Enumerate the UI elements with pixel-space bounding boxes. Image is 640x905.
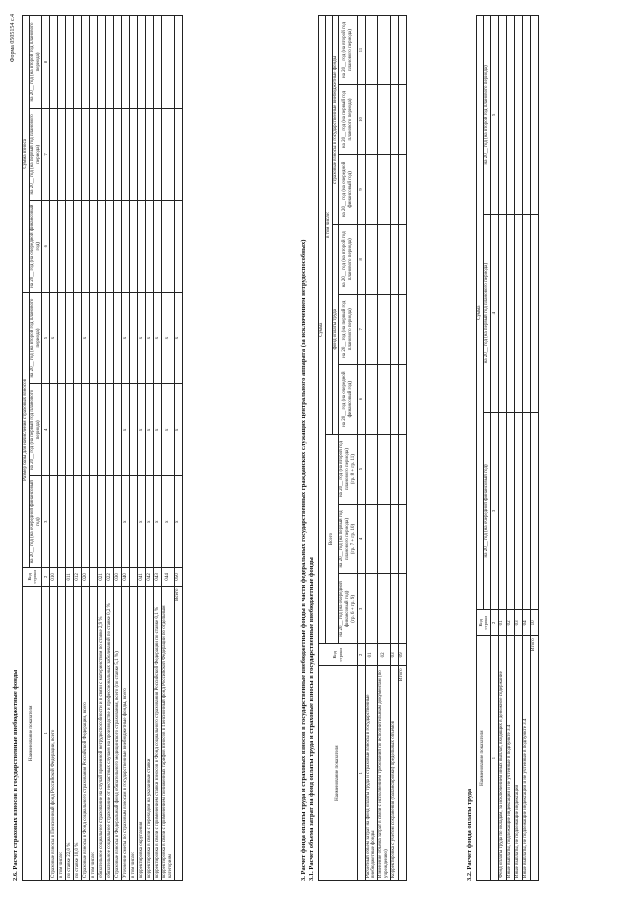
value-cell bbox=[66, 292, 74, 384]
value-cell bbox=[378, 154, 391, 224]
value-cell bbox=[398, 434, 406, 504]
col-number: 3 bbox=[490, 412, 498, 610]
value-cell bbox=[122, 108, 130, 200]
cross-mark: x bbox=[154, 384, 162, 476]
section-3-1-title: 3.1. Расчет объема затрат на фонд оплаты труда и страховые взносы в государственные внебюджетные фонды bbox=[308, 557, 315, 881]
value-cell bbox=[138, 200, 146, 292]
row-name: Страховые взносы в Фонд социального страхования Российской Федерации, всего bbox=[82, 586, 90, 880]
value-cell bbox=[522, 412, 530, 610]
value-cell bbox=[390, 434, 398, 504]
col-number: 5 bbox=[42, 292, 50, 384]
col-header-total: Всего bbox=[325, 434, 339, 644]
row-name: Изменение объема затрат в связи с исполнением требований по исполнительным документам (по учреждению) bbox=[378, 666, 391, 881]
col-number: 8 bbox=[42, 16, 50, 109]
section-3-2-title: 3.2. Расчет фонда оплаты труда bbox=[466, 788, 473, 881]
row-name: Иные выплаты, подлежащие индексации и не учтенные в подпункте 3.4 bbox=[506, 636, 514, 881]
col-header-period: на 20__ год (на второй год планового периода) bbox=[29, 16, 42, 109]
row-name: Страховые взносы в Федеральный фонд обязательного медицинского страхования, всего (по ставке 5,1 %) bbox=[114, 586, 122, 880]
value-cell bbox=[90, 292, 98, 384]
cross-mark: x bbox=[174, 476, 182, 568]
table-row bbox=[130, 16, 138, 881]
cross-mark: x bbox=[122, 292, 130, 384]
value-cell bbox=[66, 16, 74, 109]
col-number: 3 bbox=[42, 476, 50, 568]
value-cell bbox=[130, 16, 138, 109]
row-name: корректировка округления bbox=[138, 586, 146, 880]
row-name: Уточнение сметы по страховым взносам в государственные внебюджетные фонды, всего bbox=[122, 586, 130, 880]
col-header-period: на 20__ год (на очередной финансовый год) bbox=[29, 476, 42, 568]
value-cell bbox=[398, 364, 406, 434]
value-cell bbox=[74, 384, 82, 476]
col-number: 1 bbox=[42, 586, 50, 880]
value-cell bbox=[98, 108, 106, 200]
value-cell bbox=[398, 574, 406, 644]
table-row bbox=[162, 16, 175, 881]
col-header-sum: Сумма bbox=[319, 16, 326, 644]
value-cell bbox=[154, 16, 162, 109]
value-cell bbox=[58, 476, 66, 568]
value-cell bbox=[82, 384, 90, 476]
total-code: 09 bbox=[398, 644, 406, 666]
value-cell bbox=[50, 16, 58, 109]
value-cell bbox=[378, 574, 391, 644]
table-row bbox=[106, 16, 114, 881]
payroll-fund-table bbox=[318, 15, 407, 881]
payroll-calc-table bbox=[476, 15, 539, 881]
value-cell bbox=[174, 108, 182, 200]
value-cell bbox=[58, 16, 66, 109]
col-header-period: на 20__ год (на очередной финансовый год) bbox=[339, 154, 357, 224]
row-code: 010 bbox=[50, 568, 58, 586]
value-cell bbox=[114, 16, 122, 109]
table-row bbox=[522, 16, 530, 881]
col-number: 5 bbox=[490, 16, 498, 215]
table-row bbox=[390, 16, 398, 881]
value-cell bbox=[98, 476, 106, 568]
cross-mark: x bbox=[50, 292, 58, 384]
value-cell bbox=[50, 476, 58, 568]
value-cell bbox=[114, 200, 122, 292]
row-code: 02 bbox=[506, 610, 514, 636]
insurance-contributions-table bbox=[22, 15, 183, 881]
row-name: Расчетный объем затрат на фонд оплаты труда и страховые взносы в государственные внебюджетные фонды bbox=[365, 666, 378, 881]
value-cell bbox=[162, 108, 175, 200]
value-cell bbox=[106, 16, 114, 109]
row-code: 012 bbox=[74, 568, 82, 586]
total-code: 050 bbox=[174, 568, 182, 586]
value-cell bbox=[365, 294, 378, 364]
value-cell bbox=[114, 476, 122, 568]
value-cell bbox=[162, 16, 175, 109]
row-code: 021 bbox=[98, 568, 106, 586]
col-number: 9 bbox=[357, 154, 365, 224]
row-name: Иные выплаты, не подлежащие индексации bbox=[514, 636, 522, 881]
row-code: 03 bbox=[514, 610, 522, 636]
row-name: по ставке 10,0 % bbox=[74, 586, 82, 880]
value-cell bbox=[66, 384, 74, 476]
cross-mark: x bbox=[162, 384, 175, 476]
value-cell bbox=[365, 224, 378, 294]
value-cell bbox=[90, 476, 98, 568]
col-header-period: на 20__ год (на первый год планового периода) bbox=[483, 214, 490, 412]
value-cell bbox=[130, 200, 138, 292]
row-name: корректировка в связи с применением ставки взносов в Фонд социального страхования Российской Федерации по ставке 0,1 % bbox=[154, 586, 162, 880]
value-cell bbox=[114, 384, 122, 476]
value-cell bbox=[390, 364, 398, 434]
row-name: корректировка в связи с применением пониженных тарифов взносов в Пенсионный фонд Российской Федерации по отдельным категориям bbox=[162, 586, 175, 880]
row-code bbox=[90, 568, 98, 586]
value-cell bbox=[390, 224, 398, 294]
col-number: 5 bbox=[357, 434, 365, 504]
section-2-6-title: 2.6. Расчет страховых взносов в государственные внебюджетные фонды bbox=[12, 669, 19, 881]
col-header-period: на 20__ год (на первый год планового периода) bbox=[29, 108, 42, 200]
row-name: в том числе: bbox=[130, 586, 138, 880]
value-cell bbox=[498, 412, 506, 610]
value-cell bbox=[378, 224, 391, 294]
value-cell bbox=[58, 384, 66, 476]
row-name: в том числе: bbox=[90, 586, 98, 880]
row-code: 020 bbox=[82, 568, 90, 586]
value-cell bbox=[58, 200, 66, 292]
col-header-name: Наименование показателя bbox=[477, 636, 491, 881]
col-header-period: на 20__ год (на второй год планового периода) bbox=[29, 292, 42, 384]
row-code: 01 bbox=[498, 610, 506, 636]
col-number: 7 bbox=[357, 294, 365, 364]
value-cell bbox=[82, 108, 90, 200]
cross-mark: x bbox=[122, 476, 130, 568]
value-cell bbox=[514, 214, 522, 412]
value-cell bbox=[90, 384, 98, 476]
value-cell bbox=[82, 200, 90, 292]
row-code: 041 bbox=[138, 568, 146, 586]
col-header-fot: фонд оплаты труда bbox=[332, 224, 339, 434]
col-number: 2 bbox=[357, 644, 365, 666]
col-number: 1 bbox=[490, 636, 498, 881]
value-cell bbox=[398, 85, 406, 155]
value-cell bbox=[390, 574, 398, 644]
value-cell bbox=[154, 200, 162, 292]
value-cell bbox=[398, 224, 406, 294]
row-code: 011 bbox=[66, 568, 74, 586]
value-cell bbox=[378, 294, 391, 364]
value-cell bbox=[98, 384, 106, 476]
col-number: 8 bbox=[357, 224, 365, 294]
table-row bbox=[82, 16, 90, 881]
total-label: Всего bbox=[174, 586, 182, 880]
value-cell bbox=[378, 364, 391, 434]
col-header-period: на 20__ год (на очередной финансовый год) bbox=[339, 364, 357, 434]
col-header-incl: в том числе: bbox=[325, 16, 332, 435]
col-number: 1 bbox=[357, 666, 365, 881]
value-cell bbox=[66, 200, 74, 292]
row-code: 043 bbox=[154, 568, 162, 586]
row-code bbox=[58, 568, 66, 586]
value-cell bbox=[174, 16, 182, 109]
value-cell bbox=[378, 16, 391, 85]
row-code: 01 bbox=[365, 644, 378, 666]
row-name: по ставке 22,0 % bbox=[66, 586, 74, 880]
value-cell bbox=[58, 108, 66, 200]
col-header-code: Код строки bbox=[477, 610, 491, 636]
row-name: Корректировка с учетом сохранения (балансировки) предельных объемов bbox=[390, 666, 398, 881]
cross-mark: x bbox=[138, 292, 146, 384]
cross-mark: x bbox=[154, 292, 162, 384]
value-cell bbox=[130, 384, 138, 476]
value-cell bbox=[50, 384, 58, 476]
value-cell bbox=[514, 412, 522, 610]
value-cell bbox=[98, 16, 106, 109]
value-cell bbox=[506, 214, 514, 412]
value-cell bbox=[365, 504, 378, 574]
total-label: Итого bbox=[398, 666, 406, 881]
value-cell bbox=[50, 108, 58, 200]
row-code: 040 bbox=[122, 568, 130, 586]
value-cell bbox=[74, 200, 82, 292]
col-header-name: Наименование показателя bbox=[319, 666, 358, 881]
value-cell bbox=[106, 292, 114, 384]
total-label: Итого bbox=[530, 636, 538, 881]
value-cell bbox=[398, 294, 406, 364]
value-cell bbox=[174, 200, 182, 292]
value-cell bbox=[530, 16, 538, 215]
col-header-code: Код строки bbox=[319, 644, 358, 666]
table-row bbox=[146, 16, 154, 881]
section-3-title: 3. Расчет фонда оплаты труда и страховых взносов в государственные внебюджетные фонды в части федеральных государственных гражданских служащих центрального аппарата (за исключением нетрудоспособных) bbox=[300, 239, 307, 881]
cross-mark: x bbox=[146, 292, 154, 384]
value-cell bbox=[365, 364, 378, 434]
cross-mark: x bbox=[82, 292, 90, 384]
col-header-name: Наименование показателя bbox=[23, 586, 42, 880]
value-cell bbox=[114, 292, 122, 384]
col-header-sum: Сумма взноса bbox=[23, 16, 30, 293]
value-cell bbox=[146, 200, 154, 292]
value-cell bbox=[130, 292, 138, 384]
value-cell bbox=[98, 200, 106, 292]
value-cell bbox=[90, 108, 98, 200]
value-cell bbox=[106, 384, 114, 476]
row-name: корректировка в связи с переходом на указанные ставки bbox=[146, 586, 154, 880]
value-cell bbox=[390, 154, 398, 224]
col-header-sum: Сумма bbox=[477, 16, 484, 610]
value-cell bbox=[66, 476, 74, 568]
value-cell bbox=[106, 476, 114, 568]
value-cell bbox=[138, 16, 146, 109]
value-cell bbox=[106, 200, 114, 292]
form-number: Форма 0505154 с.4 bbox=[10, 14, 16, 63]
value-cell bbox=[130, 476, 138, 568]
value-cell bbox=[514, 16, 522, 215]
value-cell bbox=[398, 154, 406, 224]
col-header-ins: страховые взносы в государственные внебюджетные фонды bbox=[332, 16, 339, 225]
col-number: 4 bbox=[490, 214, 498, 412]
value-cell bbox=[50, 200, 58, 292]
table-row bbox=[365, 16, 378, 881]
table-row bbox=[90, 16, 98, 881]
row-code: 022 bbox=[106, 568, 114, 586]
row-code: 03 bbox=[390, 644, 398, 666]
cross-mark: x bbox=[162, 292, 175, 384]
row-name: Страховые взносы в Пенсионный фонд Российской Федерации, всего bbox=[50, 586, 58, 880]
col-header-base: Размер базы для начисления страховых взносов bbox=[23, 292, 30, 568]
cross-mark: x bbox=[122, 384, 130, 476]
table-row bbox=[74, 16, 82, 881]
value-cell bbox=[82, 476, 90, 568]
table-row bbox=[50, 16, 58, 881]
value-cell bbox=[90, 200, 98, 292]
cross-mark: x bbox=[154, 476, 162, 568]
row-code bbox=[130, 568, 138, 586]
value-cell bbox=[365, 154, 378, 224]
row-name: Иные выплаты, не подлежащие индексации и не учтенные в подпункте 3.4 bbox=[522, 636, 530, 881]
value-cell bbox=[162, 200, 175, 292]
col-header-code: Код строки bbox=[23, 568, 42, 586]
value-cell bbox=[522, 16, 530, 215]
value-cell bbox=[146, 108, 154, 200]
cross-mark: x bbox=[174, 292, 182, 384]
col-header-period: на 20__ год (на первый год планового периода) (гр. 7 + гр. 10) bbox=[339, 504, 357, 574]
table-row bbox=[138, 16, 146, 881]
value-cell bbox=[146, 16, 154, 109]
value-cell bbox=[498, 214, 506, 412]
value-cell bbox=[390, 504, 398, 574]
col-header-period: на 20__ год (на второй год планового периода) bbox=[339, 224, 357, 294]
col-header-period: на 20__ год (на первый год планового периода) bbox=[339, 294, 357, 364]
col-number: 3 bbox=[357, 574, 365, 644]
col-number: 11 bbox=[357, 16, 365, 85]
value-cell bbox=[138, 108, 146, 200]
col-header-period: на 20__ год (на второй год планового периода) (гр. 8 + гр. 11) bbox=[339, 434, 357, 504]
col-header-period: на 20__ год (на первый год планового периода) bbox=[339, 85, 357, 155]
col-number: 4 bbox=[42, 384, 50, 476]
table-row bbox=[58, 16, 66, 881]
table-row bbox=[498, 16, 506, 881]
value-cell bbox=[398, 16, 406, 85]
value-cell bbox=[398, 504, 406, 574]
cross-mark: x bbox=[174, 384, 182, 476]
value-cell bbox=[390, 85, 398, 155]
value-cell bbox=[390, 16, 398, 85]
col-header-period: на 20__ год (на очередной финансовый год) bbox=[29, 200, 42, 292]
value-cell bbox=[122, 16, 130, 109]
col-number: 4 bbox=[357, 504, 365, 574]
table-row bbox=[114, 16, 122, 881]
value-cell bbox=[154, 108, 162, 200]
value-cell bbox=[74, 16, 82, 109]
total-code: 10 bbox=[530, 610, 538, 636]
value-cell bbox=[530, 214, 538, 412]
table-row bbox=[514, 16, 522, 881]
value-cell bbox=[365, 85, 378, 155]
col-header-period: на 20__ год (на первый год планового периода) bbox=[29, 384, 42, 476]
row-code: 044 bbox=[162, 568, 175, 586]
value-cell bbox=[98, 292, 106, 384]
col-number: 7 bbox=[42, 108, 50, 200]
value-cell bbox=[82, 16, 90, 109]
value-cell bbox=[506, 16, 514, 215]
table-row bbox=[506, 16, 514, 881]
col-header-period: на 20__ год (на очередной финансовый год) bbox=[483, 412, 490, 610]
table-row bbox=[98, 16, 106, 881]
row-name: Фонд оплаты труда по окладам, за исключением иных выплат, входящих в денежное содержание bbox=[498, 636, 506, 881]
value-cell bbox=[114, 108, 122, 200]
cross-mark: x bbox=[138, 476, 146, 568]
row-code: 030 bbox=[114, 568, 122, 586]
row-code: 02 bbox=[378, 644, 391, 666]
col-number: 6 bbox=[42, 200, 50, 292]
col-header-period: на 20__ год (на второй год планового периода) bbox=[339, 16, 357, 85]
value-cell bbox=[106, 108, 114, 200]
value-cell bbox=[506, 412, 514, 610]
value-cell bbox=[522, 214, 530, 412]
row-name: в том числе: bbox=[58, 586, 66, 880]
col-number: 10 bbox=[357, 85, 365, 155]
col-number: 2 bbox=[42, 568, 50, 586]
cross-mark: x bbox=[162, 476, 175, 568]
value-cell bbox=[378, 504, 391, 574]
value-cell bbox=[74, 108, 82, 200]
cross-mark: x bbox=[146, 476, 154, 568]
row-code: 04 bbox=[522, 610, 530, 636]
value-cell bbox=[122, 200, 130, 292]
value-cell bbox=[378, 434, 391, 504]
value-cell bbox=[365, 434, 378, 504]
value-cell bbox=[390, 294, 398, 364]
row-name: обязательное социальное страхование от несчастных случаев на производстве и профессиональных заболеваний по ставке 0,2 % bbox=[106, 586, 114, 880]
value-cell bbox=[365, 574, 378, 644]
value-cell bbox=[74, 292, 82, 384]
col-header-period: на 20__ год (на очередной финансовый год) (гр. 6 + гр. 9) bbox=[339, 574, 357, 644]
value-cell bbox=[365, 16, 378, 85]
table-row bbox=[378, 16, 391, 881]
value-cell bbox=[90, 16, 98, 109]
col-number: 6 bbox=[357, 364, 365, 434]
row-name: обязательное социальное страхование на случай временной нетрудоспособности и в связи с материнством по ставке 2,9 % bbox=[98, 586, 106, 880]
row-code: 042 bbox=[146, 568, 154, 586]
col-header-period: на 20__ год (на второй год планового периода) bbox=[483, 16, 490, 215]
value-cell bbox=[66, 108, 74, 200]
value-cell bbox=[378, 85, 391, 155]
table-row bbox=[66, 16, 74, 881]
table-row bbox=[154, 16, 162, 881]
value-cell bbox=[74, 476, 82, 568]
cross-mark: x bbox=[146, 384, 154, 476]
value-cell bbox=[58, 292, 66, 384]
table-row bbox=[122, 16, 130, 881]
value-cell bbox=[530, 412, 538, 610]
value-cell bbox=[130, 108, 138, 200]
value-cell bbox=[498, 16, 506, 215]
col-number: 2 bbox=[490, 610, 498, 636]
cross-mark: x bbox=[138, 384, 146, 476]
